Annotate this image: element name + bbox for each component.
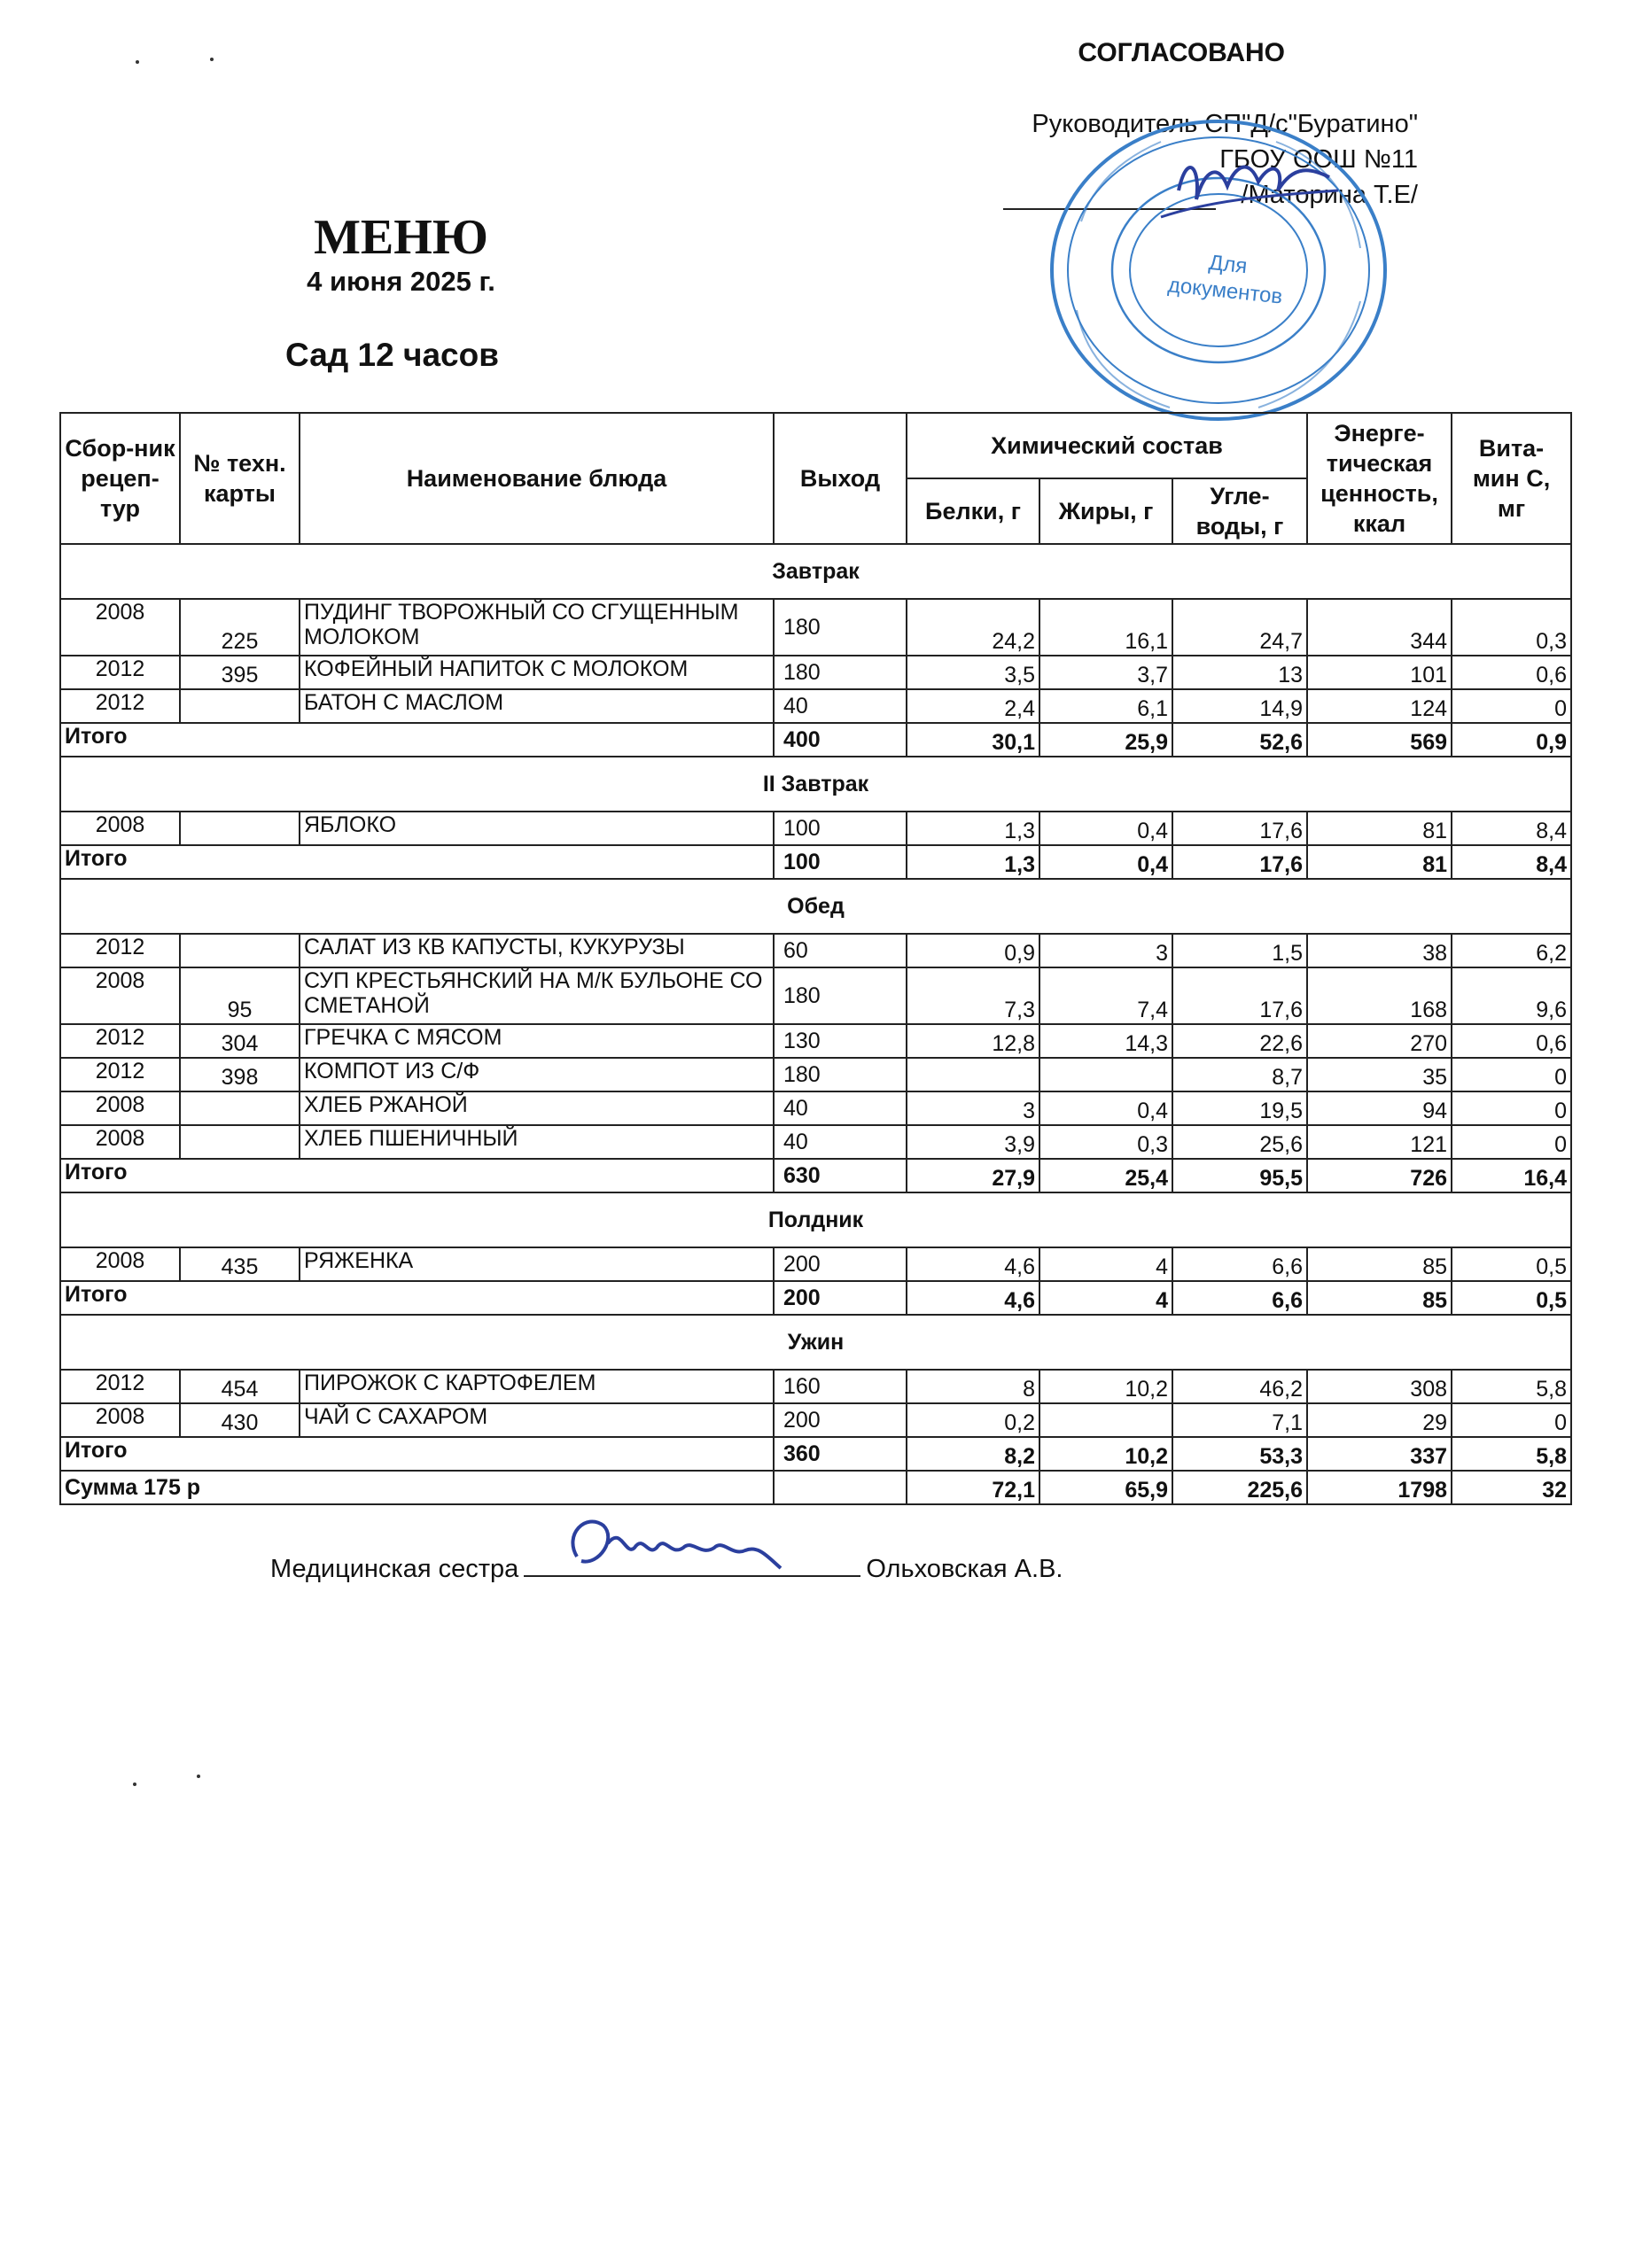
total-vitc: 8,4	[1452, 845, 1571, 879]
cell-protein: 2,4	[907, 689, 1039, 723]
total-output: 400	[774, 723, 907, 757]
cell-protein: 4,6	[907, 1247, 1039, 1281]
cell-protein: 24,2	[907, 599, 1039, 656]
cell-card	[180, 1091, 300, 1125]
table-row	[60, 1058, 1571, 1091]
cell-vitc: 0	[1452, 1125, 1571, 1159]
cell-vitc: 0	[1452, 1403, 1571, 1437]
page-title: МЕНЮ	[314, 210, 488, 265]
menu-table	[59, 412, 1572, 1505]
menu-group: Сад 12 часов	[285, 337, 499, 373]
sum-output-empty	[774, 1471, 907, 1504]
cell-energy: 35	[1307, 1058, 1452, 1091]
header-carbs: Угле-воды, г	[1172, 478, 1307, 544]
cell-collection: 2008	[60, 599, 180, 656]
cell-carbs: 1,5	[1172, 934, 1307, 967]
total-energy: 85	[1307, 1281, 1452, 1315]
cell-carbs: 6,6	[1172, 1247, 1307, 1281]
cell-fat: 10,2	[1039, 1370, 1172, 1403]
cell-dish-name: ГРЕЧКА С МЯСОМ	[300, 1024, 774, 1058]
cell-energy: 85	[1307, 1247, 1452, 1281]
cell-output: 100	[774, 812, 907, 845]
cell-card	[180, 689, 300, 723]
scan-speck	[210, 58, 214, 61]
total-vitc: 0,5	[1452, 1281, 1571, 1315]
cell-energy: 29	[1307, 1403, 1452, 1437]
cell-dish-name: ХЛЕБ РЖАНОЙ	[300, 1091, 774, 1125]
total-carbs: 53,3	[1172, 1437, 1307, 1471]
nurse-signature-line	[524, 1552, 860, 1577]
cell-energy: 168	[1307, 967, 1452, 1024]
table-row	[60, 656, 1571, 689]
cell-collection: 2008	[60, 1403, 180, 1437]
approval-heading: СОГЛАСОВАНО	[1078, 38, 1285, 67]
cell-fat: 3,7	[1039, 656, 1172, 689]
sum-protein: 72,1	[907, 1471, 1039, 1504]
cell-vitc: 0	[1452, 1091, 1571, 1125]
cell-fat: 0,4	[1039, 1091, 1172, 1125]
cell-vitc: 0,3	[1452, 599, 1571, 656]
cell-energy: 121	[1307, 1125, 1452, 1159]
table-row	[60, 1125, 1571, 1159]
section-title: Ужин	[60, 1315, 1571, 1370]
scan-speck	[136, 60, 139, 64]
cell-protein: 3,9	[907, 1125, 1039, 1159]
header-collection: Сбор-ник рецеп-тур	[60, 413, 180, 544]
table-row	[60, 689, 1571, 723]
approval-manager: Руководитель СП"Д/с"Буратино"	[1032, 110, 1418, 138]
cell-dish-name: ПУДИНГ ТВОРОЖНЫЙ СО СГУЩЕННЫМ МОЛОКОМ	[300, 599, 774, 656]
total-protein: 4,6	[907, 1281, 1039, 1315]
cell-card: 398	[180, 1058, 300, 1091]
total-label: Итого	[60, 1159, 774, 1192]
header-name: Наименование блюда	[300, 413, 774, 544]
sum-energy: 1798	[1307, 1471, 1452, 1504]
sum-label: Сумма 175 р	[60, 1471, 774, 1504]
total-row	[60, 723, 1571, 757]
header-chem: Химический состав	[907, 413, 1307, 478]
cell-collection: 2012	[60, 1024, 180, 1058]
total-energy: 726	[1307, 1159, 1452, 1192]
cell-collection: 2008	[60, 812, 180, 845]
cell-card: 304	[180, 1024, 300, 1058]
total-output: 630	[774, 1159, 907, 1192]
cell-carbs: 7,1	[1172, 1403, 1307, 1437]
cell-protein: 8	[907, 1370, 1039, 1403]
cell-output: 40	[774, 1091, 907, 1125]
menu-body	[60, 544, 1571, 1504]
table-row	[60, 1024, 1571, 1058]
cell-energy: 101	[1307, 656, 1452, 689]
cell-collection: 2012	[60, 934, 180, 967]
cell-fat: 14,3	[1039, 1024, 1172, 1058]
cell-protein	[907, 1058, 1039, 1091]
cell-dish-name: СУП КРЕСТЬЯНСКИЙ НА М/К БУЛЬОНЕ СО СМЕТАНОЙ	[300, 967, 774, 1024]
section-title: II Завтрак	[60, 757, 1571, 812]
total-carbs: 95,5	[1172, 1159, 1307, 1192]
cell-energy: 94	[1307, 1091, 1452, 1125]
total-row	[60, 1281, 1571, 1315]
cell-protein: 0,2	[907, 1403, 1039, 1437]
cell-card: 430	[180, 1403, 300, 1437]
header-energy: Энерге-тическая ценность, ккал	[1307, 413, 1452, 544]
cell-dish-name: БАТОН С МАСЛОМ	[300, 689, 774, 723]
table-row	[60, 812, 1571, 845]
approval-signer: /Маторина Т.Е/	[1241, 181, 1418, 209]
table-row	[60, 967, 1571, 1024]
cell-carbs: 14,9	[1172, 689, 1307, 723]
total-output: 100	[774, 845, 907, 879]
cell-output: 130	[774, 1024, 907, 1058]
total-vitc: 16,4	[1452, 1159, 1571, 1192]
cell-carbs: 24,7	[1172, 599, 1307, 656]
cell-card	[180, 1125, 300, 1159]
cell-carbs: 19,5	[1172, 1091, 1307, 1125]
stamp-text-line2: документов	[1166, 273, 1284, 309]
total-protein: 30,1	[907, 723, 1039, 757]
section-title: Полдник	[60, 1192, 1571, 1247]
total-row	[60, 1159, 1571, 1192]
total-energy: 569	[1307, 723, 1452, 757]
cell-vitc: 8,4	[1452, 812, 1571, 845]
cell-vitc: 0,6	[1452, 656, 1571, 689]
section-row	[60, 544, 1571, 599]
cell-fat: 16,1	[1039, 599, 1172, 656]
cell-collection: 2008	[60, 1091, 180, 1125]
menu-date: 4 июня 2025 г.	[307, 266, 495, 297]
cell-vitc: 0,5	[1452, 1247, 1571, 1281]
cell-dish-name: ПИРОЖОК С КАРТОФЕЛЕМ	[300, 1370, 774, 1403]
total-row	[60, 845, 1571, 879]
cell-dish-name: ЧАЙ С САХАРОМ	[300, 1403, 774, 1437]
section-row	[60, 1315, 1571, 1370]
approval-school: ГБОУ ООШ №11	[1219, 145, 1418, 174]
cell-dish-name: КОФЕЙНЫЙ НАПИТОК С МОЛОКОМ	[300, 656, 774, 689]
cell-dish-name: ЯБЛОКО	[300, 812, 774, 845]
cell-energy: 38	[1307, 934, 1452, 967]
cell-vitc: 0	[1452, 689, 1571, 723]
cell-card: 395	[180, 656, 300, 689]
total-label: Итого	[60, 1281, 774, 1315]
total-output: 360	[774, 1437, 907, 1471]
nurse-signature	[559, 1508, 790, 1583]
cell-output: 200	[774, 1403, 907, 1437]
section-title: Завтрак	[60, 544, 1571, 599]
cell-card	[180, 934, 300, 967]
cell-output: 160	[774, 1370, 907, 1403]
total-vitc: 5,8	[1452, 1437, 1571, 1471]
cell-card	[180, 812, 300, 845]
table-row	[60, 1370, 1571, 1403]
total-fat: 0,4	[1039, 845, 1172, 879]
total-label: Итого	[60, 1437, 774, 1471]
table-row	[60, 1091, 1571, 1125]
cell-carbs: 22,6	[1172, 1024, 1307, 1058]
cell-energy: 124	[1307, 689, 1452, 723]
nurse-role: Медицинская сестра	[270, 1555, 519, 1583]
cell-fat	[1039, 1403, 1172, 1437]
cell-collection: 2012	[60, 1058, 180, 1091]
cell-carbs: 25,6	[1172, 1125, 1307, 1159]
cell-energy: 344	[1307, 599, 1452, 656]
cell-carbs: 46,2	[1172, 1370, 1307, 1403]
total-row	[60, 1437, 1571, 1471]
cell-fat: 0,3	[1039, 1125, 1172, 1159]
sum-carbs: 225,6	[1172, 1471, 1307, 1504]
cell-output: 40	[774, 689, 907, 723]
cell-output: 180	[774, 599, 907, 656]
sum-fat: 65,9	[1039, 1471, 1172, 1504]
total-energy: 81	[1307, 845, 1452, 879]
cell-collection: 2012	[60, 689, 180, 723]
nurse-signature-block	[270, 1552, 1063, 1584]
cell-collection: 2008	[60, 967, 180, 1024]
cell-fat: 6,1	[1039, 689, 1172, 723]
cell-carbs: 17,6	[1172, 967, 1307, 1024]
total-carbs: 6,6	[1172, 1281, 1307, 1315]
header-protein: Белки, г	[907, 478, 1039, 544]
header-fat: Жиры, г	[1039, 478, 1172, 544]
total-label: Итого	[60, 723, 774, 757]
section-title: Обед	[60, 879, 1571, 934]
cell-fat: 7,4	[1039, 967, 1172, 1024]
cell-dish-name: САЛАТ ИЗ КВ КАПУСТЫ, КУКУРУЗЫ	[300, 934, 774, 967]
cell-card: 435	[180, 1247, 300, 1281]
cell-output: 60	[774, 934, 907, 967]
total-vitc: 0,9	[1452, 723, 1571, 757]
cell-fat: 0,4	[1039, 812, 1172, 845]
cell-energy: 81	[1307, 812, 1452, 845]
total-label: Итого	[60, 845, 774, 879]
cell-output: 180	[774, 1058, 907, 1091]
sum-row	[60, 1471, 1571, 1504]
sum-vitc: 32	[1452, 1471, 1571, 1504]
table-row	[60, 1403, 1571, 1437]
scan-speck	[133, 1783, 136, 1786]
cell-output: 180	[774, 967, 907, 1024]
cell-collection: 2012	[60, 1370, 180, 1403]
cell-energy: 308	[1307, 1370, 1452, 1403]
cell-vitc: 0,6	[1452, 1024, 1571, 1058]
total-output: 200	[774, 1281, 907, 1315]
section-row	[60, 757, 1571, 812]
cell-carbs: 8,7	[1172, 1058, 1307, 1091]
cell-vitc: 5,8	[1452, 1370, 1571, 1403]
total-protein: 8,2	[907, 1437, 1039, 1471]
cell-fat	[1039, 1058, 1172, 1091]
cell-energy: 270	[1307, 1024, 1452, 1058]
cell-dish-name: КОМПОТ ИЗ С/Ф	[300, 1058, 774, 1091]
cell-vitc: 9,6	[1452, 967, 1571, 1024]
total-fat: 25,4	[1039, 1159, 1172, 1192]
total-protein: 1,3	[907, 845, 1039, 879]
cell-output: 40	[774, 1125, 907, 1159]
cell-protein: 7,3	[907, 967, 1039, 1024]
table-row	[60, 1247, 1571, 1281]
cell-card: 454	[180, 1370, 300, 1403]
cell-dish-name: РЯЖЕНКА	[300, 1247, 774, 1281]
total-carbs: 17,6	[1172, 845, 1307, 879]
cell-carbs: 13	[1172, 656, 1307, 689]
total-energy: 337	[1307, 1437, 1452, 1471]
table-row	[60, 934, 1571, 967]
cell-carbs: 17,6	[1172, 812, 1307, 845]
cell-dish-name: ХЛЕБ ПШЕНИЧНЫЙ	[300, 1125, 774, 1159]
cell-protein: 12,8	[907, 1024, 1039, 1058]
cell-card: 225	[180, 599, 300, 656]
header-vitc: Вита-мин С, мг	[1452, 413, 1571, 544]
cell-fat: 3	[1039, 934, 1172, 967]
table-row	[60, 599, 1571, 656]
total-protein: 27,9	[907, 1159, 1039, 1192]
stamp-text-line1: Для	[1207, 250, 1249, 279]
header-card: № техн. карты	[180, 413, 300, 544]
cell-collection: 2008	[60, 1247, 180, 1281]
cell-protein: 3,5	[907, 656, 1039, 689]
cell-output: 180	[774, 656, 907, 689]
total-fat: 4	[1039, 1281, 1172, 1315]
total-fat: 25,9	[1039, 723, 1172, 757]
section-row	[60, 1192, 1571, 1247]
cell-collection: 2008	[60, 1125, 180, 1159]
total-carbs: 52,6	[1172, 723, 1307, 757]
section-row	[60, 879, 1571, 934]
cell-vitc: 6,2	[1452, 934, 1571, 967]
cell-vitc: 0	[1452, 1058, 1571, 1091]
scan-speck	[197, 1775, 200, 1778]
cell-output: 200	[774, 1247, 907, 1281]
cell-protein: 1,3	[907, 812, 1039, 845]
header-output: Выход	[774, 413, 907, 544]
total-fat: 10,2	[1039, 1437, 1172, 1471]
cell-protein: 3	[907, 1091, 1039, 1125]
cell-fat: 4	[1039, 1247, 1172, 1281]
nurse-name: Ольховская А.В.	[866, 1555, 1063, 1583]
cell-collection: 2012	[60, 656, 180, 689]
cell-protein: 0,9	[907, 934, 1039, 967]
cell-card: 95	[180, 967, 300, 1024]
